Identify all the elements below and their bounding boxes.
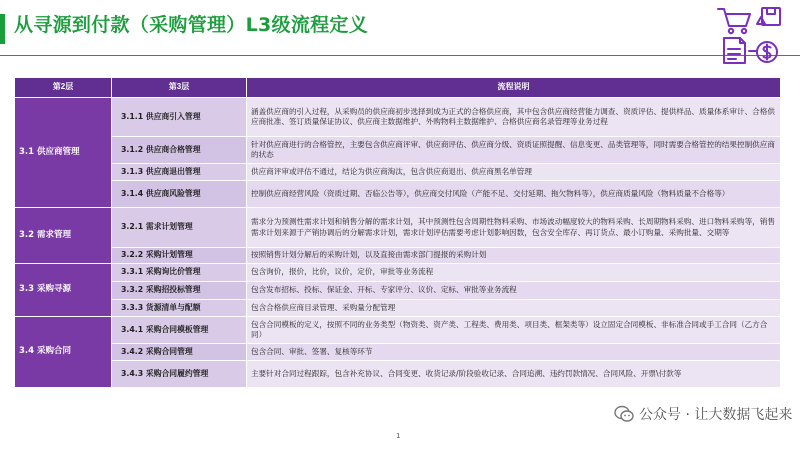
watermark-text: 公众号 · 让大数据飞起来 — [639, 407, 793, 423]
process-table — [14, 77, 781, 388]
table-row — [15, 264, 781, 282]
level3-cell: 3.3.1 采购询比价管理 — [112, 264, 247, 282]
level3-cell: 3.1.4 供应商风险管理 — [112, 181, 247, 208]
column-header-description: 流程说明 — [247, 78, 781, 98]
description-cell: 包含发布招标、投标、保证金、开标、专家评分、议价、定标、审批等业务流程 — [247, 282, 781, 300]
level3-cell: 3.4.1 采购合同模板管理 — [112, 317, 247, 344]
level2-cell: 3.4 采购合同 — [15, 317, 112, 388]
level2-cell: 3.1 供应商管理 — [15, 98, 112, 208]
invoice-icon — [724, 38, 745, 63]
description-cell: 主要针对合同过程跟踪，包含补充协议、合同变更、收货记录/阶段验收记录、合同追溯、违约罚款情况、合同风险、开票\付款等 — [247, 361, 781, 388]
table-row — [15, 344, 781, 361]
watermark — [614, 404, 792, 424]
level3-cell: 3.3.3 货源清单与配额 — [112, 300, 247, 317]
table-row — [15, 181, 781, 208]
level2-cell: 3.2 需求管理 — [15, 208, 112, 264]
level3-cell: 3.4.3 采购合同履约管理 — [112, 361, 247, 388]
table-row — [15, 98, 781, 137]
table-row — [15, 317, 781, 344]
level3-cell: 3.2.1 需求计划管理 — [112, 208, 247, 248]
table-header-row — [15, 78, 781, 98]
description-cell: 针对供应商进行的合格管控，主要包含供应商评审、供应商评估、供应商分级、资质证照提醒、信息变更、品类管理等，同时需要合格管控的结果控制供应商的状态 — [247, 137, 781, 164]
box-icon — [757, 8, 780, 25]
level3-cell: 3.1.3 供应商退出管理 — [112, 164, 247, 181]
description-cell: 包含合同模板的定义，按照不同的业务类型（物资类、资产类、工程类、费用类、项目类、框架类等）设立固定合同模板、非标准合同或手工合同（乙方合同） — [247, 317, 781, 344]
table-row — [15, 361, 781, 388]
description-cell: 涵盖供应商的引入过程，从采购员的供应商初步选择到成为正式的合格供应商，其中包含供应商经营能力调查、资质评估、提供样品、质量体系审计、合格供应商批准、签订质量保证协议、供应商主数据维护、外购物料主数据维护、合格供应商名录管理等业务过程 — [247, 98, 781, 137]
table-row — [15, 208, 781, 248]
description-cell: 按照销售计划分解后的采购计划，以及直接由需求部门提报的采购计划 — [247, 248, 781, 264]
description-cell: 包含合格供应商目录管理、采购量分配管理 — [247, 300, 781, 317]
description-cell: 包含询价，报价，比价，议价，定价，审批等业务流程 — [247, 264, 781, 282]
column-header-level3: 第3层 — [112, 78, 247, 98]
procurement-icon-group — [716, 4, 786, 66]
wechat-icon — [614, 405, 634, 423]
shopping-cart-icon — [718, 9, 750, 33]
description-cell: 供应商评审或评估不通过，结论为供应商淘汰，包含供应商退出、供应商黑名单管理 — [247, 164, 781, 181]
level3-cell: 3.1.2 供应商合格管理 — [112, 137, 247, 164]
level3-cell: 3.1.1 供应商引入管理 — [112, 98, 247, 137]
dollar-coin-icon — [757, 42, 777, 62]
description-cell: 包含合同、审批、签署、复核等环节 — [247, 344, 781, 361]
description-cell: 控制供应商经营风险（资质过期、否临公告等），供应商交付风险（产能不足、交付延期、拖欠物料等），供应商质量风险（物料质量不合格等） — [247, 181, 781, 208]
table-row — [15, 282, 781, 300]
table-row — [15, 248, 781, 264]
page-title: 从寻源到付款（采购管理）L3级流程定义 — [14, 14, 369, 36]
table-row — [15, 164, 781, 181]
title-accent-bar — [0, 14, 5, 44]
title-divider — [0, 55, 800, 56]
table-row — [15, 300, 781, 317]
table-row — [15, 137, 781, 164]
page-number: 1 — [396, 432, 401, 440]
description-cell: 需求分为预测性需求计划和销售分解的需求计划，其中预测性包含周期性物料采购、市场波动幅度较大的物料采购、长周期物料采购、进口物料采购等，销售需求计划来源于产销协调后的分解需求计划，需求计划评估需要考虑计划影响因数，包含安全库存、再订货点、最小订购量、采购批量、交期等 — [247, 208, 781, 248]
level2-cell: 3.3 采购寻源 — [15, 264, 112, 317]
level3-cell: 3.3.2 采购招投标管理 — [112, 282, 247, 300]
level3-cell: 3.4.2 采购合同管理 — [112, 344, 247, 361]
level3-cell: 3.2.2 采购计划管理 — [112, 248, 247, 264]
column-header-level2: 第2层 — [15, 78, 112, 98]
